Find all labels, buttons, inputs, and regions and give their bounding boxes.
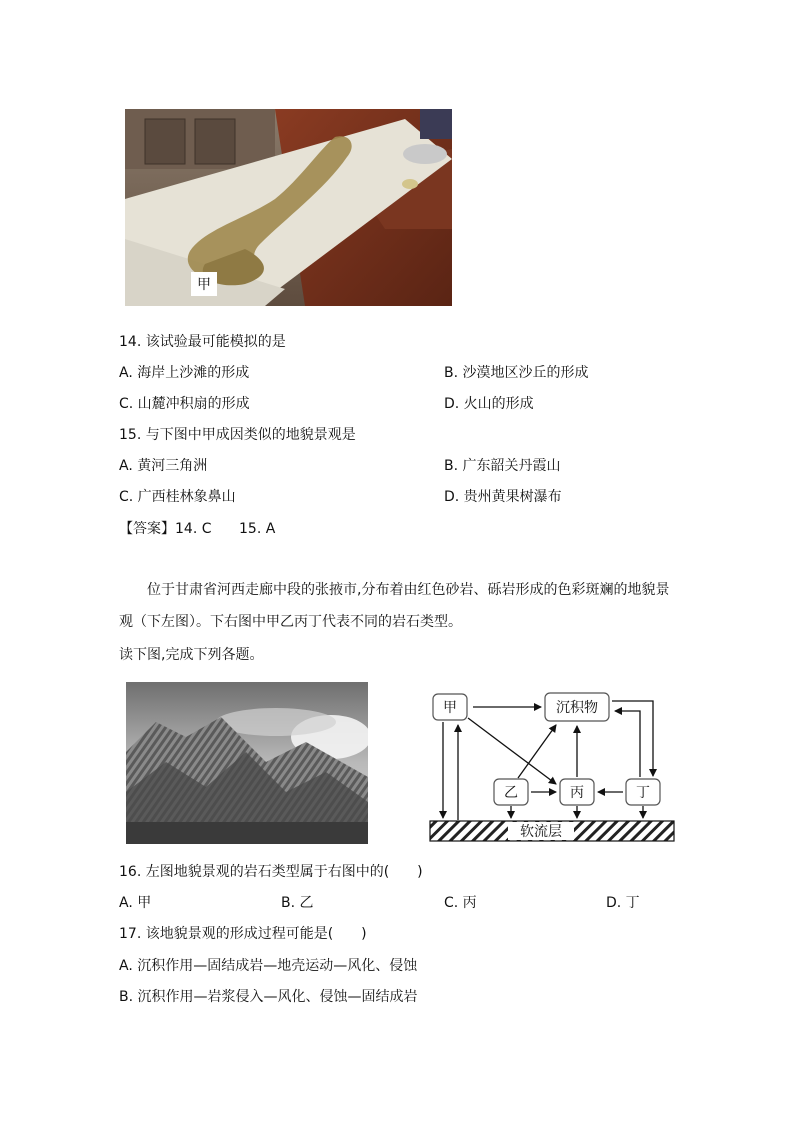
rock-cycle-diagram — [424, 684, 680, 844]
answer-label: 【答案】14. C — [119, 521, 212, 537]
question-14-option-a: A. 海岸上沙滩的形成 — [119, 365, 250, 381]
box-bing — [560, 779, 594, 805]
question-15-option-a: A. 黄河三角洲 — [119, 458, 208, 474]
question-17-option-b: B. 沉积作用—岩浆侵入—风化、侵蚀—固结成岩 — [119, 989, 418, 1005]
box-yi-label: 乙 — [504, 785, 518, 801]
question-14-option-b: B. 沙漠地区沙丘的形成 — [444, 365, 589, 381]
question-16-option-b: B. 乙 — [281, 895, 314, 911]
question-15-stem: 15. 与下图中甲成因类似的地貌景观是 — [119, 427, 356, 443]
photo-label-jia: 甲 — [197, 277, 211, 293]
passage-line-3: 读下图,完成下列各题。 — [119, 647, 264, 663]
question-15-option-d: D. 贵州黄果树瀑布 — [444, 489, 562, 505]
question-15-option-b: B. 广东韶关丹霞山 — [444, 458, 561, 474]
question-15-option-c: C. 广西桂林象鼻山 — [119, 489, 236, 505]
box-ding-label: 丁 — [636, 785, 650, 801]
question-16-option-d: D. 丁 — [606, 895, 640, 911]
landform-photo — [126, 682, 368, 844]
question-17-option-a: A. 沉积作用—固结成岩—地壳运动—风化、侵蚀 — [119, 958, 418, 974]
passage-line-1: 位于甘肃省河西走廊中段的张掖市,分布着由红色砂岩、砾岩形成的色彩斑斓的地貌景 — [147, 582, 670, 598]
question-14-option-c: C. 山麓冲积扇的形成 — [119, 396, 250, 412]
passage-line-2: 观（下左图）。下右图中甲乙丙丁代表不同的岩石类型。 — [119, 614, 462, 630]
box-sediment-label: 沉积物 — [556, 700, 598, 716]
box-sediment — [545, 693, 609, 721]
question-16-option-a: A. 甲 — [119, 895, 152, 911]
question-17-stem: 17. 该地貌景观的形成过程可能是( ) — [119, 926, 367, 942]
answer-15: 15. A — [239, 521, 276, 537]
box-bing-label: 丙 — [570, 785, 584, 801]
box-yi — [494, 779, 528, 805]
experiment-photo — [125, 109, 452, 306]
question-14-stem: 14. 该试验最可能模拟的是 — [119, 334, 286, 350]
question-14-option-d: D. 火山的形成 — [444, 396, 534, 412]
box-jia — [433, 694, 467, 720]
box-jia-label: 甲 — [443, 700, 457, 716]
question-16-option-c: C. 丙 — [444, 895, 477, 911]
question-16-stem: 16. 左图地貌景观的岩石类型属于右图中的( ) — [119, 864, 423, 880]
box-ding — [626, 779, 660, 805]
asthenosphere-label: 软流层 — [520, 824, 562, 840]
